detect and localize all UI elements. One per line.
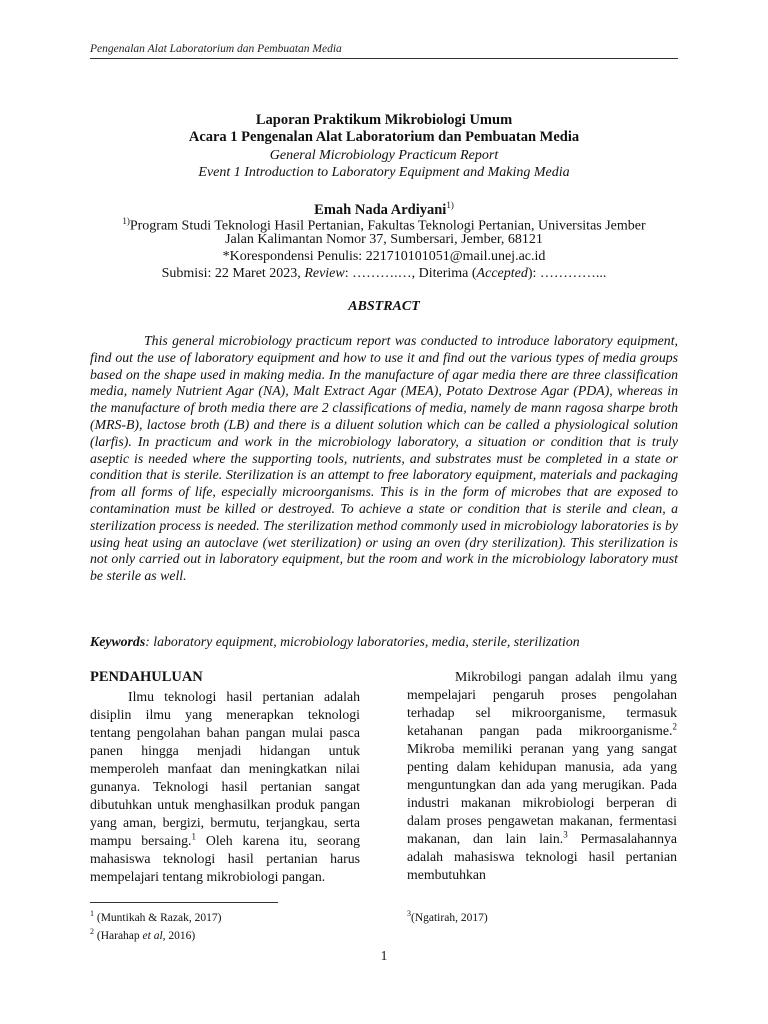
footnote-3-mark: 3 xyxy=(407,909,411,918)
english-title-line-1: General Microbiology Practicum Report xyxy=(269,148,499,163)
footnote-3-text: (Ngatirah, 2017) xyxy=(411,911,488,924)
abstract-heading: ABSTRACT xyxy=(348,299,420,314)
footnote-ref-2[interactable]: 2 xyxy=(672,721,677,732)
footnote-1 xyxy=(90,907,221,925)
page-number: 1 xyxy=(380,948,388,963)
submission-line xyxy=(90,265,678,282)
accepted-prefix: Diterima ( xyxy=(418,266,477,281)
footnote-1-text: (Muntikah & Razak, 2017) xyxy=(94,911,222,924)
footnote-3 xyxy=(407,907,488,925)
left-column xyxy=(90,668,360,886)
english-title-line-2: Event 1 Introduction to Laboratory Equipment and Making Media xyxy=(198,165,570,180)
section-heading-pendahuluan: PENDAHULUAN xyxy=(90,669,203,685)
footnotes-left xyxy=(90,907,221,943)
affiliation-mark: 1) xyxy=(122,216,130,226)
keywords-line xyxy=(90,633,678,650)
footnote-2 xyxy=(90,925,221,943)
intro-paragraph-left xyxy=(90,688,360,886)
author-name: Emah Nada Ardiyani xyxy=(314,201,447,218)
address-line: Jalan Kalimantan Nomor 37, Sumbersari, Jember, 68121 xyxy=(225,232,543,247)
submission-prefix: Submisi: 22 Maret 2023, xyxy=(161,266,305,281)
footnotes-right xyxy=(407,907,488,925)
running-header: Pengenalan Alat Laboratorium dan Pembuatan Media xyxy=(90,43,342,55)
footnote-rule xyxy=(90,902,278,903)
intro-paragraph-right xyxy=(407,668,677,884)
intro-right-text-1: Mikrobilogi pangan adalah ilmu yang mempelajari pengaruh proses pengolahan terhadap sel mikroorganisme, termasuk ketahanan pangan pada mikroorganisme. xyxy=(407,669,677,738)
title-line-1: Laporan Praktikum Mikrobiologi Umum xyxy=(255,112,513,128)
footnote-1-mark: 1 xyxy=(90,909,94,918)
abstract-text: This general microbiology practicum report was conducted to introduce laboratory equipment, find out the use of laboratory equipment and how to use it and find out the various types of media groups based on the shape used in making media. In the manufacture of agar media there are three classification media, namely Nutrient Agar (NA), Malt Extract Agar (MEA), Potato Dextrose Agar (PDA), whereas in the manufacture of broth media there are 2 classifications of media, namely de mann ragosa sharpe broth (MRS-B), lactose broth (LB) and there is a diluent solution which can be called a physiological solution (larfis). In practicum and work in the microbiology laboratory, a situation or condition that is truly aseptic is needed where the supporting tools, nutrients, and substrates must be completed in a state or condition that is sterile. Sterilization is an attempt to free laboratory equipment, materials and packaging from all forms of life, especially microorganisms. This is in the form of microbes that are exposed to contamination must be killed or destroyed. To achieve a state or condition that is sterile and clean, a sterilization process is needed. The sterilization method commonly used in microbiology laboratories is by using heat using an autoclave (wet sterilization) or using an oven (dry sterilization). This sterilization is not only carried out in laboratory equipment, but the room and work in the microbiology laboratory must be sterile as well. xyxy=(90,333,678,584)
correspondence-line: *Korespondensi Penulis: 221710101051@mail.unej.ac.id xyxy=(222,249,546,264)
review-value: : ……….…, xyxy=(344,266,419,281)
footnote-2-text-post: , 2016) xyxy=(162,929,196,942)
intro-left-text-2: Oleh karena itu, seorang mahasiswa teknologi hasil pertanian harus mempelajari tentang mikrobiologi pangan. xyxy=(90,833,360,884)
footnote-ref-3[interactable]: 3 xyxy=(563,829,568,840)
footnote-2-etal: et al xyxy=(142,929,163,942)
title-line-2: Acara 1 Pengenalan Alat Laboratorium dan Pembuatan Media xyxy=(188,129,580,145)
author-mark: 1) xyxy=(446,200,454,210)
keywords-label: Keywords xyxy=(90,634,146,649)
intro-right-text-3: Permasalahannya adalah mahasiswa teknologi hasil pertanian membutuhkan xyxy=(407,831,677,882)
accepted-label: Accepted xyxy=(476,266,528,281)
right-column xyxy=(407,668,677,884)
keywords-text: : laboratory equipment, microbiology laboratories, media, sterile, sterilization xyxy=(145,634,580,649)
header-rule xyxy=(90,58,678,59)
review-label: Review xyxy=(304,266,345,281)
accepted-value: ): …………... xyxy=(527,266,607,281)
intro-right-text-2: Mikroba memiliki peranan yang yang sangat penting dalam kehidupan manusia, ada yang menguntungkan dan ada yang merugikan. Pada industri makanan mikrobiologi berperan di dalam proses pengawetan makanan, fermentasi makanan, dan lain lain. xyxy=(407,741,677,846)
footnote-2-text-pre: (Harahap xyxy=(94,929,143,942)
intro-left-text-1: Ilmu teknologi hasil pertanian adalah disiplin ilmu yang menerapkan teknologi tentang pengolahan bahan pangan mulai pasca panen hingga menjadi hidangan untuk memperoleh manfaat dan meningkatkan nilai gunanya. Teknologi hasil pertanian sangat dibutuhkan untuk menghasilkan produk pangan yang aman, bergizi, bermutu, terjangkau, serta mampu bersaing. xyxy=(90,689,360,848)
footnote-2-mark: 2 xyxy=(90,926,94,936)
affiliation-text: Program Studi Teknologi Hasil Pertanian, Fakultas Teknologi Pertanian, Universitas Jember xyxy=(129,218,646,234)
footnote-ref-1[interactable]: 1 xyxy=(191,831,196,842)
